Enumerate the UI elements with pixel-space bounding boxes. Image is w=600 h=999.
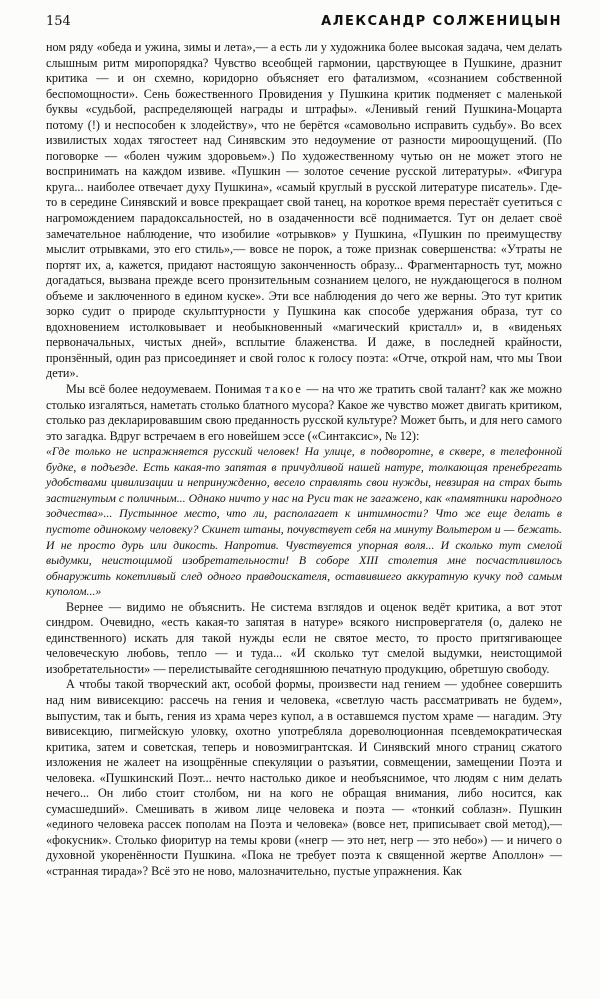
page-number: 154 bbox=[46, 14, 71, 29]
paragraph-2 bbox=[46, 382, 562, 444]
block-quote: «Где только не испражняется русский человек! На улице, в подворотне, в сквере, в телефонной будке, в подъезде. Есть какая-то запятая в причудливой нашей натуре, толкающая пренебрегать удобствами цивилизации и непринужденно, весело справлять свои нужды, невзирая на страх быть застигнутым с поличным... Однако ничто у нас на Руси так не загажено, как «памятники народного зодчества»... Пустынное место, что ли, располагает к интимности? Что же еще делать в пустоте одинокому человеку? Скинет штаны, почувствует себя на минуту Вольтером и — бежать. И не просто дурь или дикость. Напротив. Чувствуется упорная воля... И сколько тут смелой выдумки, неистощимой изобретательности! В соборе XIII столетия мне посчастливилось обнаружить кокетливый след одного правдоискателя, оставившего аккуратную кучку под самым куполом...» bbox=[46, 444, 562, 599]
running-header bbox=[46, 14, 562, 36]
running-title: АЛЕКСАНДР СОЛЖЕНИЦЫН bbox=[321, 14, 562, 29]
body-text bbox=[46, 40, 562, 880]
paragraph-3: Вернее — видимо не объяснить. Не система взглядов и оценок ведёт критика, а вот этот синдром. Очевидно, «есть какая-то запятая в натуре» всякого ниспровергателя (о, далеко не единственного) искать для такой нужды если не святое место, то просто притягивающее человеческую любовь, тепло — и туда... «И сколько тут смелой выдумки, неистощимой изобретательности» — перелистывайте сегодняшнюю печатную продукцию, обретшую свободу. bbox=[46, 599, 562, 676]
paragraph-1: ном ряду «обеда и ужина, зимы и лета»,— а есть ли у художника более высокая задача, чем делать слышным ритм миропорядка? Чувство всеобщей гармонии, царствующее в Пушкине, дразнит критика — и он схемно, коридорно объясняет его фатализмом, «сознанием собственной беспомощности». Сень божественного Провидения у Пушкина критик подменяет с маленькой буквы «судьбой, распределяющей награды и штрафы». «Ленивый гений Пушкина-Моцарта потому (!) и неспособен к злодейству», что не берётся «самовольно исправить судьбу». Во всех извилистых ходах тягостеет над Синявским это недоумение от разности мироощущений. (По поговорке — «болен чужим здоровьем».) По художественному чутью он не может этого не воспринимать на каждом извиве. «Пушкин — золотое сечение русской литературы». «Фигура круга... наиболее отвечает духу Пушкина», «самый круглый в русской литературе писатель». Где-то в середине Синявский и вовсе прекращает свой танец, на короткое время перестаёт суетиться с нагромождением парадоксальностей, но в озадаченности всё поднимается. Тут он делает своё замечательное наблюдение, что изобилие «отрывков» у Пушкина, «Пушкин по преимуществу мыслит отрывками, это его стиль»,— вовсе не порок, а тоже признак совершенства: «Утраты не портят их, а, кажется, придают настоящую законченность образу... Фрагментарность тут, можно догадаться, вызвана прежде всего пронзительным сознанием целого, не нуждающегося в полном объеме и заключенного в едином куске». Эти все наблюдения до чего же верны. Это тут критик зорко судит о природе скульптурности у Пушкина как способе удержания образа, тут со вдохновением истолковывает и необыкновенный «магический кристалл» и, в «виденьях первоначальных, чистых дней», всплытие блаженства. И даже, в последней крайности, пронзённый, один раз присоединяет и свой голос к голосу поэта: «Отче, открой нам, что мы Твои дети». bbox=[46, 40, 562, 381]
paragraph-2-start: Мы всё более недоумеваем. Понимая bbox=[66, 382, 265, 397]
spaced-word: такое bbox=[264, 382, 303, 397]
paragraph-2-end: — на что же тратить свой талант? как же можно столько изгаляться, наметать столько блатного мусора? Какое же чувство может двигать критиком, столько раз декларировавшим свою преданность русской культуре? Может быть, и для него самого это загадка. Вдруг встречаем в его новейшем эссе («Синтаксис», № 12): bbox=[46, 382, 562, 443]
paragraph-4: А чтобы такой творческий акт, особой формы, произвести над гением — удобнее совершить над ним вивисекцию: рассечь на гения и человека, «светлую часть рассматривать не будем», выпустим, так и быть, гения из храма через купол, а в оставшемся пустом храме — нагадим. Эту вивисекцию, пигмейскую уловку, охотно употребляла дореволюционная псевдемократическая критика, затем и советская, теперь и новоэмигрантская. И Синявский много страниц сжатого изложения не жалеет на изощрённые спекуляции о разъятии, совмещении, замещении Поэта и человека. «Пушкинский Поэт... нечто настолько дикое и необъяснимое, что людям с ним делать нечего... Он либо стоит столбом, ни на кого не обращая внимания, либо носится, как сумасшедший». Смешивать в живом лице человека и поэта — «тонкий соблазн». Пушкин «единого человека рассек пополам на Поэта и человека» (вовсе нет, приписывает свой метод),— «фокусник». Столько фиоритур на темы крови («негр — это нет, негр — это небо») — и ничего о духовной укоренённости Пушкина. «Пока не требует поэта к священной жертве Аполлон» — «странная тирада»? Всё это не ново, малозначительно, пустые упражнения. Как bbox=[46, 677, 562, 878]
